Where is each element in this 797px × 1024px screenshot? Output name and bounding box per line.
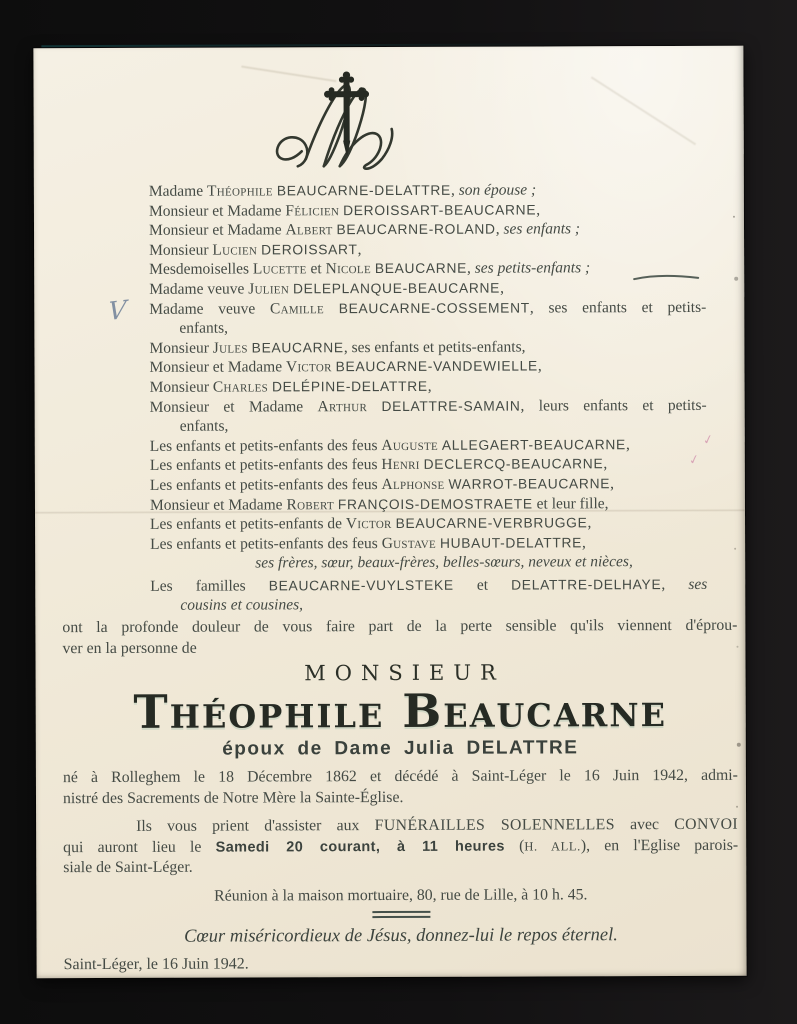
text-segment: , leurs enfants et petits-	[520, 396, 707, 415]
mourner-line	[150, 395, 707, 417]
text-segment: ,	[450, 181, 459, 199]
text-segment: Les enfants et petits-enfants des feus	[150, 534, 382, 553]
text-segment: Madame	[148, 182, 208, 200]
vital-line	[63, 786, 738, 809]
text-segment: ont la profonde douleur de vous faire part de la perte sensible qu'ils viennent d'éprou-	[62, 616, 738, 637]
text-segment: son épouse ;	[458, 181, 537, 199]
text-segment: ,	[582, 534, 586, 552]
text-segment: et leur fille,	[532, 494, 609, 513]
text-segment: Les enfants et petits-enfants des feus	[149, 475, 382, 494]
funeral-line	[63, 815, 738, 838]
prayer-line: Cœur miséricordieux de Jésus, donnez-lui le repos éternel.	[184, 925, 618, 947]
text-segment: ALLEGAERT-BEAUCARNE	[441, 436, 626, 453]
text-segment: Monsieur	[149, 241, 213, 259]
text-segment: Monsieur et Madame	[148, 201, 286, 220]
mourner-line	[149, 297, 706, 319]
mourner-line	[149, 278, 706, 300]
handwritten-pink-check: ✓	[701, 430, 716, 448]
text-segment: Robert	[286, 495, 335, 513]
text-segment: ,	[625, 435, 630, 453]
text-segment: BEAUCARNE-ROLAND	[336, 221, 496, 238]
text-segment: enfants,	[179, 319, 229, 337]
text-segment: FUNÉRAILLES SOLENNELLES	[374, 816, 615, 835]
text-segment: cousins et cousines,	[180, 596, 304, 615]
text-segment: nistré des Sacrements de Notre Mère la Sainte-Église.	[62, 788, 404, 807]
text-segment: et	[306, 260, 326, 278]
text-segment: DEROISSART	[261, 241, 358, 258]
text-segment: Jules	[212, 339, 248, 357]
text-segment	[367, 398, 381, 415]
text-segment: ses frères, sœur, beaux-frères, belles-sœurs, neveux et nièces,	[255, 553, 633, 572]
text-segment: Félicien	[285, 201, 340, 219]
mourner-line	[150, 415, 707, 437]
text-segment: FRANÇOIS-DEMOSTRAETE	[337, 496, 533, 512]
text-segment: ,	[495, 220, 504, 238]
text-segment: DEROISSART-BEAUCARNE	[343, 202, 537, 218]
text-segment: Arthur	[317, 397, 368, 415]
spouse-line: époux de Dame Julia DELATTRE	[222, 737, 579, 760]
text-segment: Théophile	[206, 182, 273, 200]
text-segment: Victor	[345, 515, 392, 533]
text-segment: DELATTRE-DELHAYE	[511, 576, 662, 593]
text-segment: ,	[536, 201, 541, 219]
mourner-line	[150, 552, 707, 574]
text-segment: , ses enfants et petits-enfants,	[343, 338, 526, 356]
mourner-line	[149, 317, 706, 339]
text-segment: Auguste	[381, 436, 439, 454]
monogram-m-icon	[277, 85, 392, 169]
text-segment: H. ALL.	[524, 838, 581, 854]
scanner-edge-artifact	[41, 43, 641, 47]
closing-line	[62, 636, 737, 659]
mourner-line	[150, 513, 707, 535]
text-segment: ), en l'Eglise parois-	[580, 836, 739, 854]
mourner-line	[150, 435, 707, 457]
closing-paragraph	[62, 616, 737, 659]
funeral-line	[63, 835, 738, 858]
text-segment: ,	[357, 240, 362, 258]
text-segment: BEAUCARNE	[374, 261, 468, 277]
text-segment: Lucien	[212, 241, 258, 259]
mourner-line	[149, 258, 706, 280]
text-segment: Les enfants et petits-enfants de	[150, 515, 346, 533]
mourner-line	[150, 533, 707, 555]
text-segment: Madame veuve	[149, 280, 249, 298]
mourners-list	[149, 180, 708, 616]
handwritten-underline	[632, 272, 700, 282]
text-segment: Gustave	[381, 534, 437, 552]
funeral-line	[63, 856, 738, 879]
text-segment: ,	[661, 575, 689, 593]
text-segment: CONVOI	[674, 815, 739, 834]
text-segment: BEAUCARNE-DELATTRE	[276, 182, 451, 199]
text-segment: BEAUCARNE-COSSEMENT	[338, 300, 530, 316]
text-segment: Monsieur	[149, 339, 213, 357]
text-segment: Les familles	[150, 577, 269, 595]
text-segment: Lucette	[252, 260, 307, 278]
text-segment: ,	[603, 455, 608, 473]
text-segment: qui auront lieu le	[63, 838, 216, 856]
text-segment: , ses enfants et petits-	[529, 298, 707, 317]
text-segment: BEAUCARNE-VERBRUGGE	[395, 515, 588, 532]
deceased-name	[63, 683, 738, 739]
mourner-line	[150, 594, 707, 616]
text-segment: ,	[427, 377, 432, 395]
text-segment: Victor	[285, 358, 332, 376]
text-segment: DELEPLANQUE-BEAUCARNE	[292, 280, 501, 297]
mourner-line	[149, 337, 706, 359]
mourner-line	[149, 199, 706, 221]
honorific-title: MONSIEUR	[304, 660, 505, 686]
text-segment: Henri	[381, 456, 420, 474]
mourner-line	[149, 219, 706, 241]
handwritten-pink-check: ✓	[687, 450, 702, 468]
text-segment: Samedi 20 courant, à 11 heures	[215, 838, 505, 856]
text-segment: Charles	[212, 378, 269, 396]
text-segment: Les enfants et petits-enfants des feus	[149, 456, 382, 475]
mourner-line	[149, 180, 706, 202]
text-segment: Monsieur	[149, 378, 213, 396]
text-segment: ,	[610, 475, 615, 493]
funeral-paragraph	[63, 815, 738, 879]
text-segment: ses enfants ;	[503, 220, 581, 238]
text-segment: né à Rolleghem le 18 Décembre 1862 et décédé à Saint-Léger le 16 Juin 1942, admi-	[62, 766, 738, 787]
mourner-line	[150, 474, 707, 496]
card-content	[34, 166, 747, 976]
text-segment: Julien	[248, 280, 290, 298]
text-segment	[324, 300, 339, 317]
text-segment: DELATTRE-SAMAIN	[381, 398, 521, 414]
text-segment: siale de Saint-Léger.	[63, 858, 193, 877]
text-segment: Camille	[269, 299, 325, 317]
text-segment: ses	[688, 575, 708, 593]
text-segment: enfants,	[179, 417, 229, 435]
mourner-line	[149, 239, 706, 261]
deceased-given-name: Théophile	[133, 684, 385, 739]
mourner-line	[149, 356, 706, 378]
text-segment: ,	[500, 279, 504, 297]
mourner-line	[150, 376, 707, 398]
deceased-surname: Beaucarne	[402, 683, 668, 739]
text-segment: Monsieur et Madame	[148, 221, 286, 240]
dateline: Saint-Léger, le 16 Juin 1942.	[63, 955, 249, 974]
mourner-line	[150, 493, 707, 515]
text-segment: ,	[587, 514, 592, 532]
text-segment: Les enfants et petits-enfants des feus	[149, 436, 382, 455]
vital-paragraph	[63, 766, 738, 809]
text-segment: Monsieur et Madame	[149, 358, 286, 377]
text-segment: ,	[466, 260, 475, 278]
text-segment: ses petits-enfants ;	[474, 259, 591, 278]
monogram	[271, 71, 485, 172]
text-segment: Madame veuve	[149, 299, 271, 318]
text-segment: Monsieur et Madame	[149, 495, 287, 514]
text-segment: Monsieur et Madame	[149, 397, 318, 416]
text-segment: (	[504, 837, 525, 855]
text-segment: ,	[537, 357, 542, 375]
text-segment: DECLERCQ-BEAUCARNE	[423, 456, 604, 473]
text-segment: HUBAUT-DELATTRE	[439, 535, 583, 551]
mourner-line	[150, 575, 707, 597]
text-segment: Albert	[285, 221, 333, 239]
section-divider	[372, 911, 430, 918]
vital-line	[63, 766, 738, 789]
reunion-line: Réunion à la maison mortuaire, 80, rue de Lille, à 10 h. 45.	[214, 885, 588, 905]
memorial-card	[33, 46, 746, 978]
text-segment: Ils vous prient d'assister aux	[136, 817, 375, 835]
handwritten-check-mark: V	[107, 294, 127, 327]
text-segment: BEAUCARNE	[251, 339, 344, 356]
text-segment: avec	[614, 816, 675, 834]
text-segment: WARROT-BEAUCARNE	[448, 476, 611, 492]
text-segment: Nicole	[325, 260, 371, 278]
text-segment: Alphonse	[381, 475, 445, 493]
closing-line	[62, 616, 737, 639]
text-segment: Mesdemoiselles	[149, 260, 253, 279]
text-segment: ver en la personne de	[62, 639, 197, 657]
corner-crease	[591, 76, 696, 144]
mourner-line	[150, 454, 707, 476]
text-segment: et	[453, 576, 512, 594]
text-segment: BEAUCARNE-VUYLSTEKE	[268, 577, 454, 594]
text-segment: DELÉPINE-DELATTRE	[271, 378, 428, 395]
text-segment: BEAUCARNE-VANDEWIELLE	[335, 358, 538, 375]
